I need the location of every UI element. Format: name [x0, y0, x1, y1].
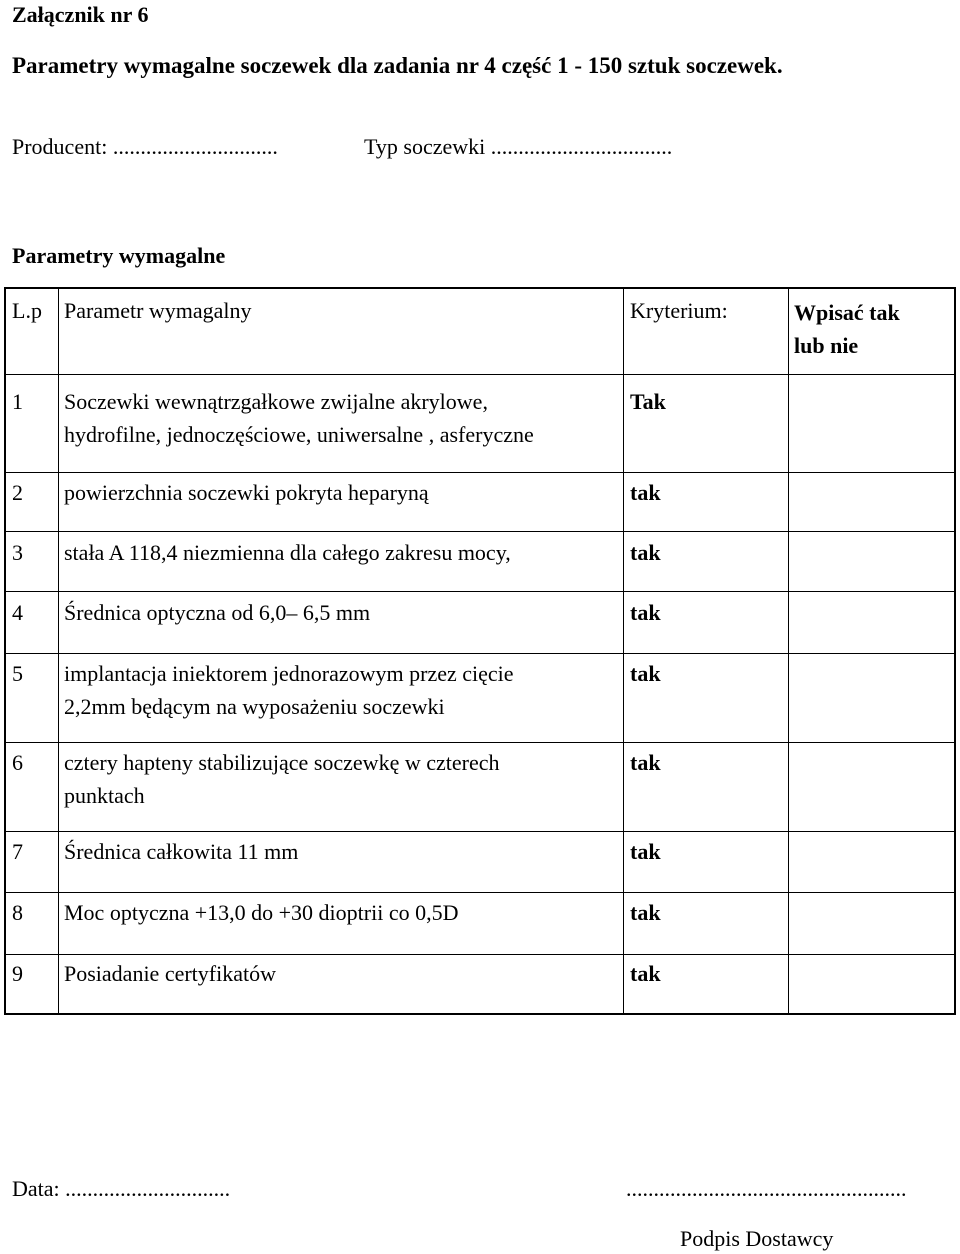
document-title: Parametry wymagalne soczewek dla zadania nr 4 część 1 - 150 sztuk soczewek.	[12, 53, 783, 78]
row-divider	[6, 531, 954, 532]
row-number: 3	[12, 540, 23, 565]
date-field: Data: ..............................	[12, 1176, 231, 1201]
row-criterion: tak	[630, 661, 661, 686]
row-divider	[6, 653, 954, 654]
row-number: 4	[12, 600, 23, 625]
col-divider	[623, 289, 624, 1013]
row-criterion: tak	[630, 750, 661, 775]
row-divider	[6, 591, 954, 592]
row-divider	[6, 374, 954, 375]
row-divider	[6, 892, 954, 893]
section-heading: Parametry wymagalne	[12, 243, 226, 268]
row-criterion: tak	[630, 600, 661, 625]
row-parameter-line1: Średnica optyczna od 6,0– 6,5 mm	[64, 600, 371, 625]
header-fill-line2: lub nie	[794, 333, 859, 358]
row-criterion: tak	[630, 540, 661, 565]
row-parameter-line1: cztery hapteny stabilizujące soczewkę w czterech	[64, 750, 500, 775]
row-parameter-line1: Moc optyczna +13,0 do +30 dioptrii co 0,5D	[64, 900, 459, 925]
row-parameter-line1: Soczewki wewnątrzgałkowe zwijalne akrylowe,	[64, 389, 488, 414]
row-parameter-line1: Średnica całkowita 11 mm	[64, 839, 299, 864]
row-divider	[6, 472, 954, 473]
signature-label: Podpis Dostawcy	[680, 1226, 834, 1251]
row-criterion: tak	[630, 480, 661, 505]
row-number: 9	[12, 961, 23, 986]
row-number: 1	[12, 389, 23, 414]
row-number: 8	[12, 900, 23, 925]
header-parameter: Parametr wymagalny	[64, 298, 252, 323]
row-criterion: tak	[630, 961, 661, 986]
col-divider	[788, 289, 789, 1013]
row-number: 2	[12, 480, 23, 505]
row-parameter-line1: implantacja iniektorem jednorazowym przez cięcie	[64, 661, 514, 686]
row-divider	[6, 954, 954, 955]
row-criterion: tak	[630, 839, 661, 864]
attachment-label: Załącznik nr 6	[12, 2, 149, 27]
header-criterion: Kryterium:	[630, 298, 728, 323]
header-fill-line1: Wpisać tak	[794, 300, 900, 325]
row-parameter-line2: punktach	[64, 783, 145, 808]
signature-line: ...................................................	[626, 1176, 907, 1201]
row-parameter-line1: powierzchnia soczewki pokryta heparyną	[64, 480, 429, 505]
header-lp: L.p	[12, 298, 42, 323]
row-divider	[6, 742, 954, 743]
row-parameter-line1: stała A 118,4 niezmienna dla całego zakresu mocy,	[64, 540, 511, 565]
producer-field: Producent: ..............................	[12, 134, 278, 159]
row-number: 5	[12, 661, 23, 686]
row-divider	[6, 831, 954, 832]
row-criterion: tak	[630, 900, 661, 925]
row-parameter-line2: hydrofilne, jednoczęściowe, uniwersalne , asferyczne	[64, 422, 534, 447]
row-number: 6	[12, 750, 23, 775]
row-parameter-line2: 2,2mm będącym na wyposażeniu soczewki	[64, 694, 445, 719]
row-number: 7	[12, 839, 23, 864]
row-criterion: Tak	[630, 389, 666, 414]
row-parameter-line1: Posiadanie certyfikatów	[64, 961, 276, 986]
lens-type-field: Typ soczewki .................................	[364, 134, 673, 159]
parameters-table	[4, 287, 956, 1015]
col-divider	[58, 289, 59, 1013]
